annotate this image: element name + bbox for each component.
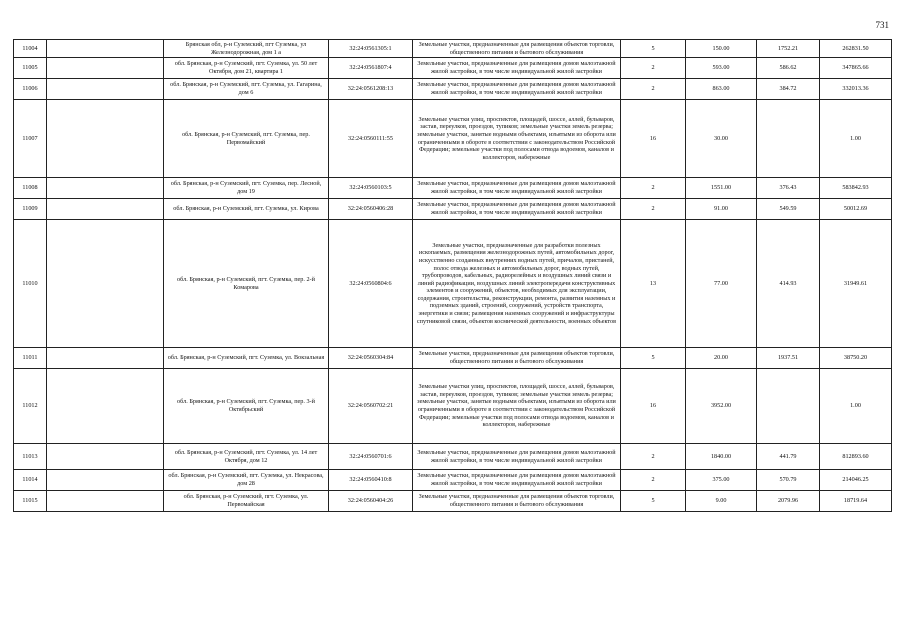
address-cell: обл. Брянская, р-н Суземский, пгт. Суземка, ул. Кирова [164,199,329,220]
area-cell: 375.00 [686,470,757,491]
parcel-id-cell: 11014 [14,470,47,491]
table-row [14,199,892,220]
table-row [14,40,892,58]
area-cell: 1551.00 [686,178,757,199]
area-cell: 30.00 [686,100,757,178]
permitted-use-cell: Земельные участки, предназначенные для размещения домов малоэтажной жилой застройки, в том числе индивидуальной жилой застройки [413,58,621,79]
cadastral-value-cell: 50012.69 [820,199,892,220]
table-row [14,470,892,491]
cadastral-number-cell: 32:24:0560702:21 [329,369,413,444]
cadastral-number-cell: 32:24:0561807:4 [329,58,413,79]
area-cell: 150.00 [686,40,757,58]
use-group-code-cell: 2 [621,79,686,100]
page-number: 731 [875,20,889,30]
use-group-code-cell: 2 [621,58,686,79]
cadastral-value-cell: 31949.61 [820,220,892,348]
cadastral-number-cell: 32:24:0560103:5 [329,178,413,199]
parcel-id-cell: 11005 [14,58,47,79]
area-cell: 1840.00 [686,444,757,470]
table-row [14,348,892,369]
cadastral-number-cell: 32:24:0560404:26 [329,491,413,512]
parcel-id-cell: 11006 [14,79,47,100]
cadastral-value-cell: 262831.50 [820,40,892,58]
cadastral-value-cell: 1.00 [820,369,892,444]
cadastral-value-cell: 347865.66 [820,58,892,79]
table-row [14,444,892,470]
permitted-use-cell: Земельные участки, предназначенные для размещения домов малоэтажной жилой застройки, в том числе индивидуальной жилой застройки [413,178,621,199]
use-group-code-cell: 16 [621,369,686,444]
cadastral-value-cell: 214046.25 [820,470,892,491]
cadastral-number-cell: 32:24:0560304:84 [329,348,413,369]
area-cell: 593.00 [686,58,757,79]
cadastral-value-cell: 332013.36 [820,79,892,100]
address-cell: обл. Брянская, р-н Суземский, пгт. Суземка, пер. 3-й Октябрьский [164,369,329,444]
permitted-use-cell: Земельные участки улиц, проспектов, площадей, шоссе, аллей, бульваров, застав, переулков, проездов, тупиков; земельные участки земель резерва; земельные участки, занятые водными объектами, изъятыми из оборота или ограниченными в обороте в соответствии с законодательством Российской Федерации; земельные участки под полосами отвода водоемов, каналов и коллекторов, набережные [413,100,621,178]
specific-value-cell: 376.43 [757,178,820,199]
specific-value-cell [757,369,820,444]
table-row [14,369,892,444]
table-row [14,100,892,178]
address-cell: обл. Брянская, р-н Суземский, пгт. Суземка, пер. Лесной, дом 19 [164,178,329,199]
specific-value-cell: 1937.51 [757,348,820,369]
use-group-code-cell: 13 [621,220,686,348]
cadastral-number-cell: 32:24:0560406:28 [329,199,413,220]
address-cell: обл. Брянская, р-н Суземский, пгт. Суземка, пер. Первомайский [164,100,329,178]
cadastral-number-cell: 32:24:0560804:6 [329,220,413,348]
area-cell: 863.00 [686,79,757,100]
parcel-id-cell: 11012 [14,369,47,444]
use-group-code-cell: 2 [621,178,686,199]
parcel-id-cell: 11008 [14,178,47,199]
spacer-cell [47,40,164,58]
table-row [14,58,892,79]
address-cell: обл. Брянская, р-н Суземский, пгт. Суземка, ул. 14 лет Октября, дом 12 [164,444,329,470]
land-parcel-table [13,39,892,512]
cadastral-value-cell: 812893.60 [820,444,892,470]
specific-value-cell: 2079.96 [757,491,820,512]
specific-value-cell: 549.59 [757,199,820,220]
spacer-cell [47,199,164,220]
use-group-code-cell: 5 [621,348,686,369]
use-group-code-cell: 16 [621,100,686,178]
parcel-id-cell: 11010 [14,220,47,348]
spacer-cell [47,100,164,178]
cadastral-value-cell: 38750.20 [820,348,892,369]
permitted-use-cell: Земельные участки, предназначенные для размещения домов малоэтажной жилой застройки, в том числе индивидуальной жилой застройки [413,199,621,220]
table-row [14,491,892,512]
address-cell: обл. Брянская, р-н Суземский, пгт. Суземка, ул. Первомайская [164,491,329,512]
permitted-use-cell: Земельные участки, предназначенные для размещения домов малоэтажной жилой застройки, в том числе индивидуальной жилой застройки [413,470,621,491]
parcel-id-cell: 11015 [14,491,47,512]
cadastral-value-cell: 18719.64 [820,491,892,512]
parcel-id-cell: 11007 [14,100,47,178]
use-group-code-cell: 5 [621,491,686,512]
use-group-code-cell: 2 [621,199,686,220]
cadastral-value-cell: 583842.93 [820,178,892,199]
address-cell: Брянская обл, р-н Суземский, пгт Суземка, ул Железнодорожная, дом 1 а [164,40,329,58]
spacer-cell [47,369,164,444]
specific-value-cell: 441.79 [757,444,820,470]
table-row [14,220,892,348]
spacer-cell [47,178,164,199]
table-row [14,79,892,100]
parcel-id-cell: 11004 [14,40,47,58]
cadastral-number-cell: 32:24:0560410:8 [329,470,413,491]
specific-value-cell: 384.72 [757,79,820,100]
cadastral-number-cell: 32:24:0560701:6 [329,444,413,470]
address-cell: обл. Брянская, р-н Суземский, пгт. Суземка, ул. Некрасова, дом 28 [164,470,329,491]
permitted-use-cell: Земельные участки, предназначенные для разработки полезных ископаемых, размещения железнодорожных путей, автомобильных дорог, искусственно созданных внутренних водных путей, причалов, пристаней, полос отвода железных и автомобильных дорог, водных путей, трубопроводов, кабельных, радиорелейных и воздушных линий связи и линий радиофикации, воздушных линий электропередачи конструктивных элементов и сооружений, объектов, необходимых для эксплуатации, содержания, строительства, реконструкции, ремонта, развития наземных и подземных зданий, строений, сооружений, устройств транспорта, энергетики и связи; размещения наземных сооружений и инфраструктуры спутниковой связи, объектов космической деятельности, военных объектов [413,220,621,348]
address-cell: обл. Брянская, р-н Суземский, пгт. Суземка, ул. Вокзальная [164,348,329,369]
specific-value-cell: 1752.21 [757,40,820,58]
permitted-use-cell: Земельные участки улиц, проспектов, площадей, шоссе, аллей, бульваров, застав, переулков, проездов, тупиков; земельные участки земель резерва; земельные участки, занятые водными объектами, изъятыми из оборота или ограниченными в обороте в соответствии с законодательством Российской Федерации; земельные участки под полосами отвода водоемов, каналов и коллекторов, набережные [413,369,621,444]
permitted-use-cell: Земельные участки, предназначенные для размещения объектов торговли, общественного питания и бытового обслуживания [413,40,621,58]
cadastral-value-cell: 1.00 [820,100,892,178]
permitted-use-cell: Земельные участки, предназначенные для размещения домов малоэтажной жилой застройки, в том числе индивидуальной жилой застройки [413,444,621,470]
cadastral-number-cell: 32:24:0560111:55 [329,100,413,178]
table-row [14,178,892,199]
area-cell: 20.00 [686,348,757,369]
parcel-id-cell: 11011 [14,348,47,369]
cadastral-number-cell: 32:24:0561305:1 [329,40,413,58]
parcel-id-cell: 11013 [14,444,47,470]
specific-value-cell: 586.62 [757,58,820,79]
specific-value-cell: 570.79 [757,470,820,491]
area-cell: 9.00 [686,491,757,512]
address-cell: обл. Брянская, р-н Суземский, пгт. Суземка, ул. 50 лет Октября, дом 21, квартира 1 [164,58,329,79]
permitted-use-cell: Земельные участки, предназначенные для размещения домов малоэтажной жилой застройки, в том числе индивидуальной жилой застройки [413,79,621,100]
specific-value-cell: 414.93 [757,220,820,348]
area-cell: 77.00 [686,220,757,348]
use-group-code-cell: 2 [621,470,686,491]
use-group-code-cell: 5 [621,40,686,58]
area-cell: 91.00 [686,199,757,220]
permitted-use-cell: Земельные участки, предназначенные для размещения объектов торговли, общественного питания и бытового обслуживания [413,491,621,512]
address-cell: обл. Брянская, р-н Суземский, пгт. Суземка, ул. Гагарина, дом 6 [164,79,329,100]
specific-value-cell [757,100,820,178]
spacer-cell [47,444,164,470]
parcel-id-cell: 11009 [14,199,47,220]
permitted-use-cell: Земельные участки, предназначенные для размещения объектов торговли, общественного питания и бытового обслуживания [413,348,621,369]
spacer-cell [47,58,164,79]
spacer-cell [47,79,164,100]
spacer-cell [47,348,164,369]
address-cell: обл. Брянская, р-н Суземский, пгт. Суземка, пер. 2-й Комарова [164,220,329,348]
area-cell: 3952.00 [686,369,757,444]
spacer-cell [47,220,164,348]
cadastral-number-cell: 32:24:0561208:13 [329,79,413,100]
spacer-cell [47,470,164,491]
use-group-code-cell: 2 [621,444,686,470]
spacer-cell [47,491,164,512]
